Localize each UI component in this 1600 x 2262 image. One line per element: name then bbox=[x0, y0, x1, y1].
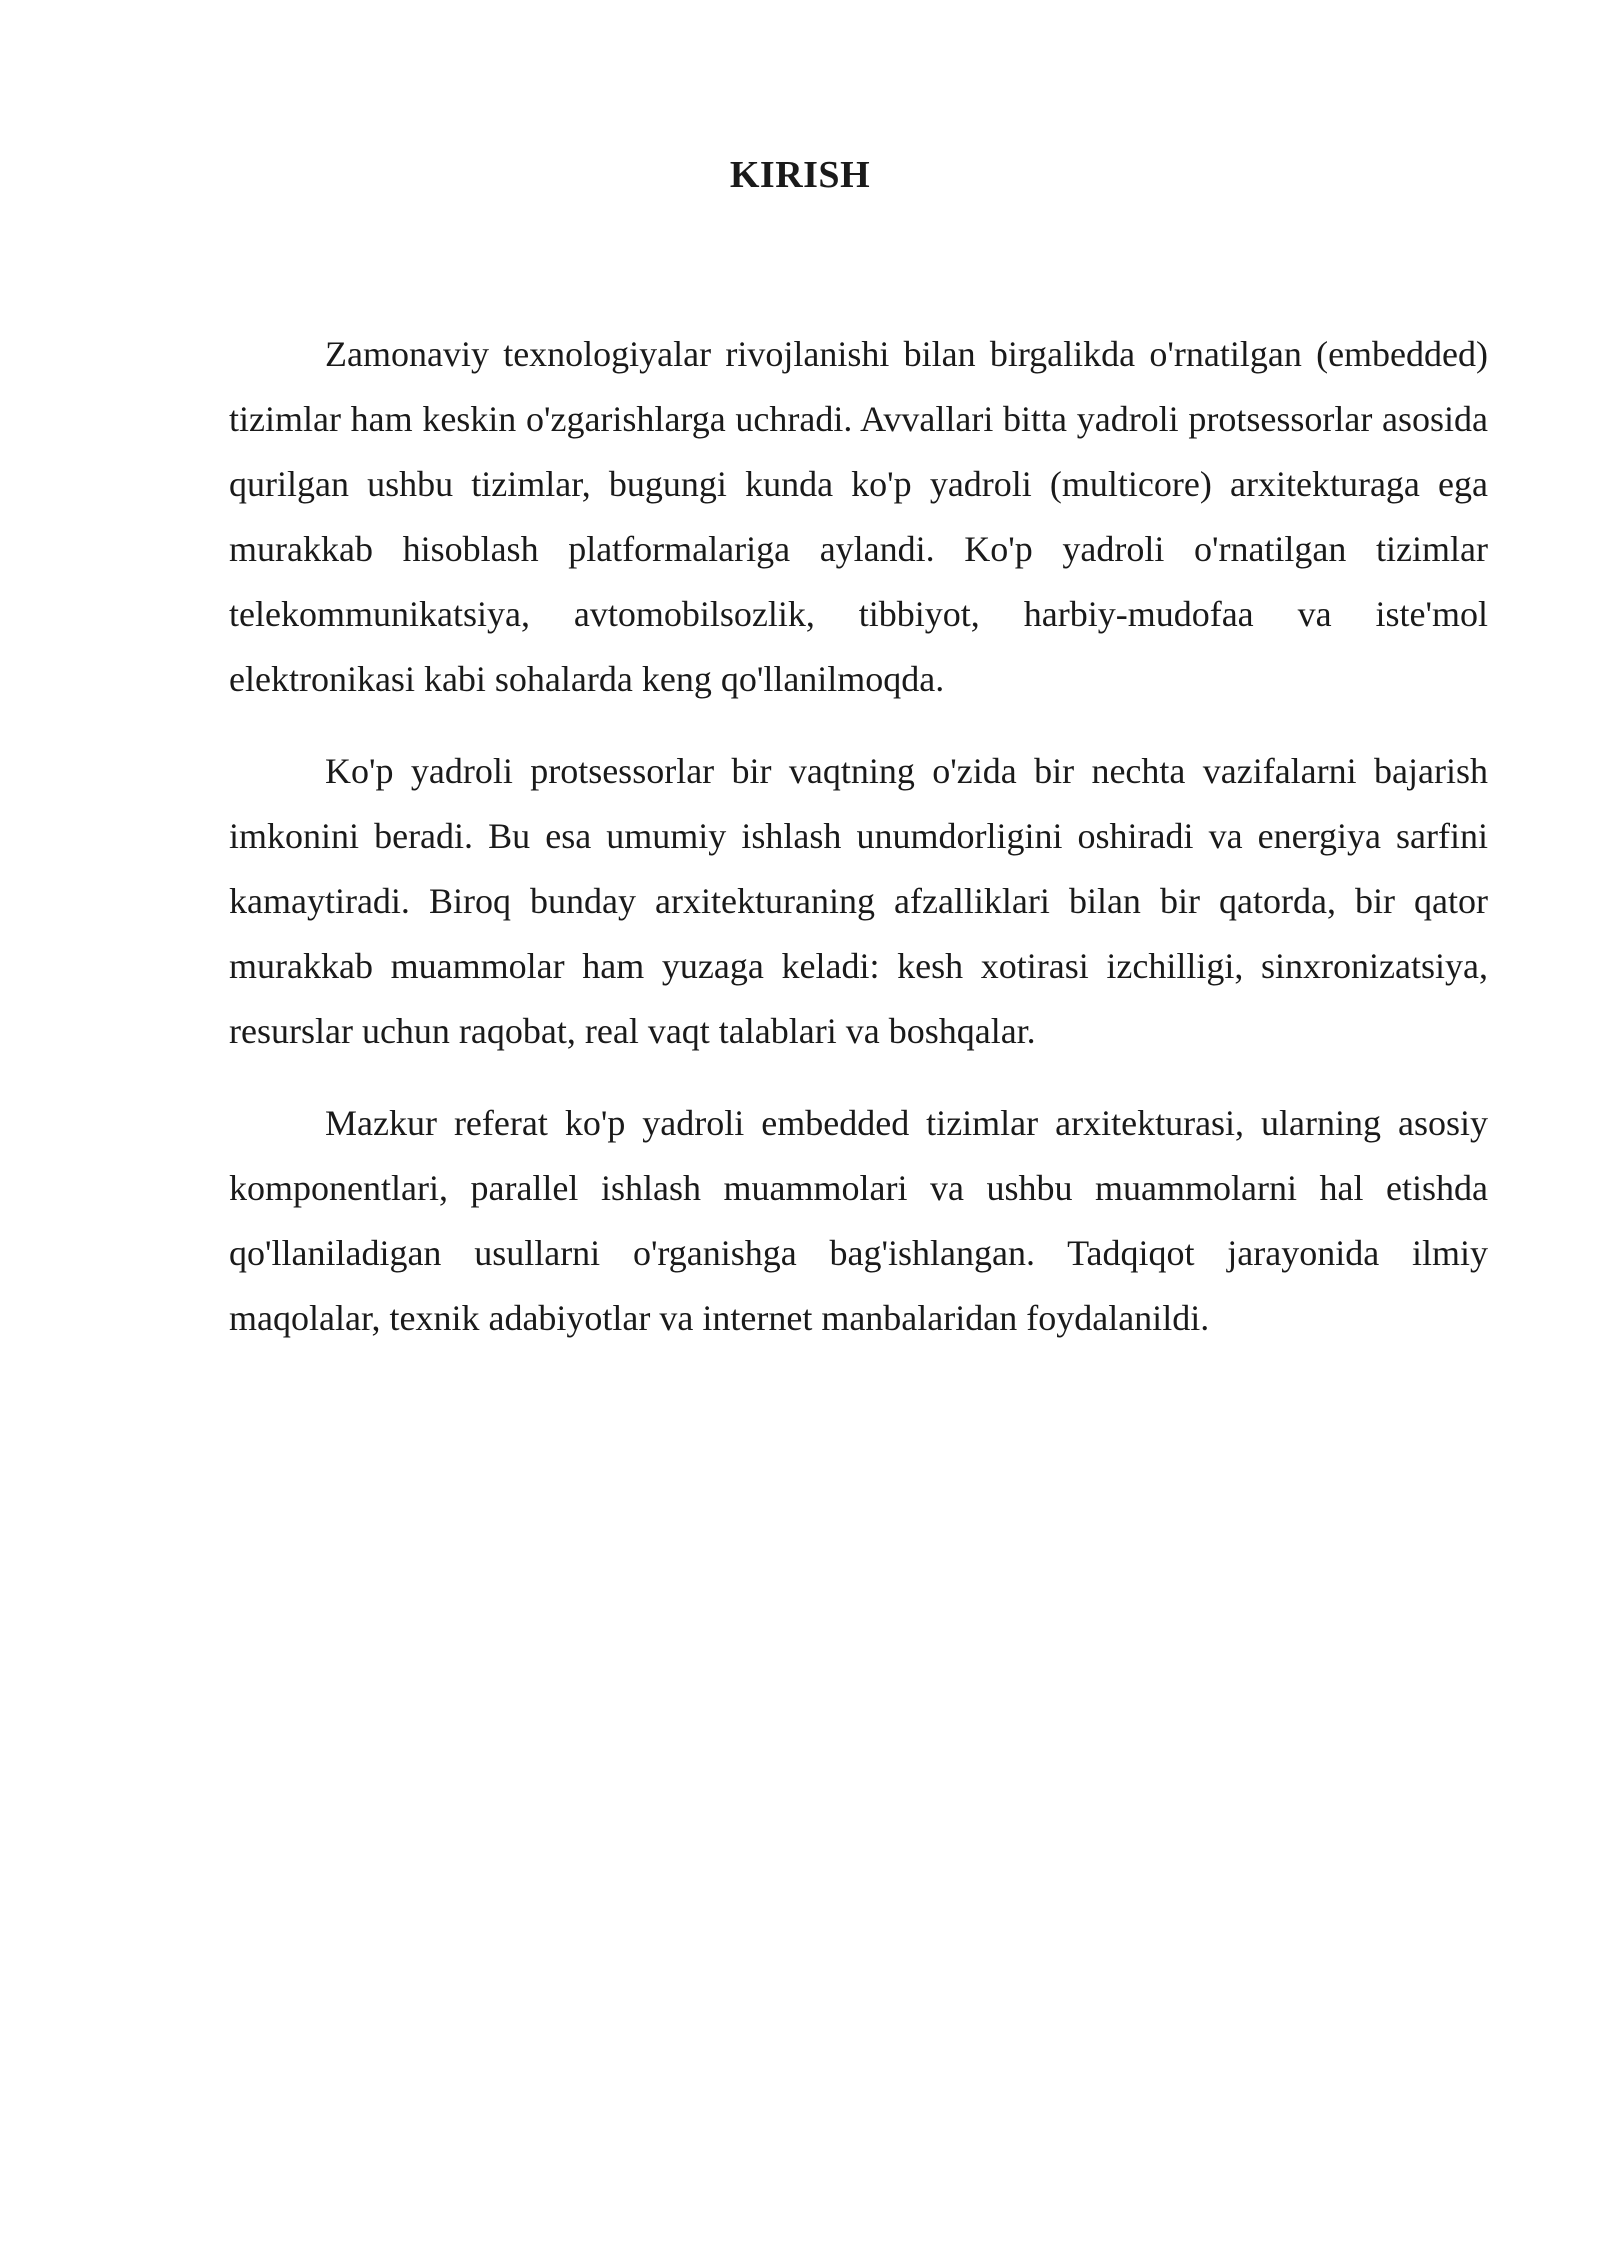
paragraph-1: Zamonaviy texnologiyalar rivojlanishi bilan birgalikda o'rnatilgan (embedded) tizimlar ham keskin o'zgarishlarga uchradi. Avvallari bitta yadroli protsessorlar asosida qurilgan ushbu tizimlar, bugungi kunda ko'p yadroli (multicore) arxitekturaga ega murakkab hisoblash platformalariga aylandi. Ko'p yadroli o'rnatilgan tizimlar telekommunikatsiya, avtomobilsozlik, tibbiyot, harbiy-mudofaa va iste'mol elektronikasi kabi sohalarda keng qo'llanilmoqda. bbox=[229, 334, 1488, 699]
paragraph-3: Mazkur referat ko'p yadroli embedded tizimlar arxitekturasi, ularning asosiy komponentlari, parallel ishlash muammolari va ushbu muammolarni hal etishda qo'llaniladigan usullarni o'rganishga bag'ishlangan. Tadqiqot jarayonida ilmiy maqolalar, texnik adabiyotlar va internet manbalaridan foydalanildi. bbox=[229, 1103, 1488, 1338]
section-title: KIRISH bbox=[729, 154, 871, 196]
paragraph-2: Ko'p yadroli protsessorlar bir vaqtning o'zida bir nechta vazifalarni bajarish imkonini beradi. Bu esa umumiy ishlash unumdorligini oshiradi va energiya sarfini kamaytiradi. Biroq bunday arxitekturaning afzalliklari bilan bir qatorda, bir qator murakkab muammolar ham yuzaga keladi: kesh xotirasi izchilligi, sinxronizatsiya, resurslar uchun raqobat, real vaqt talablari va boshqalar. bbox=[229, 751, 1488, 1051]
body-text bbox=[229, 322, 1488, 1378]
